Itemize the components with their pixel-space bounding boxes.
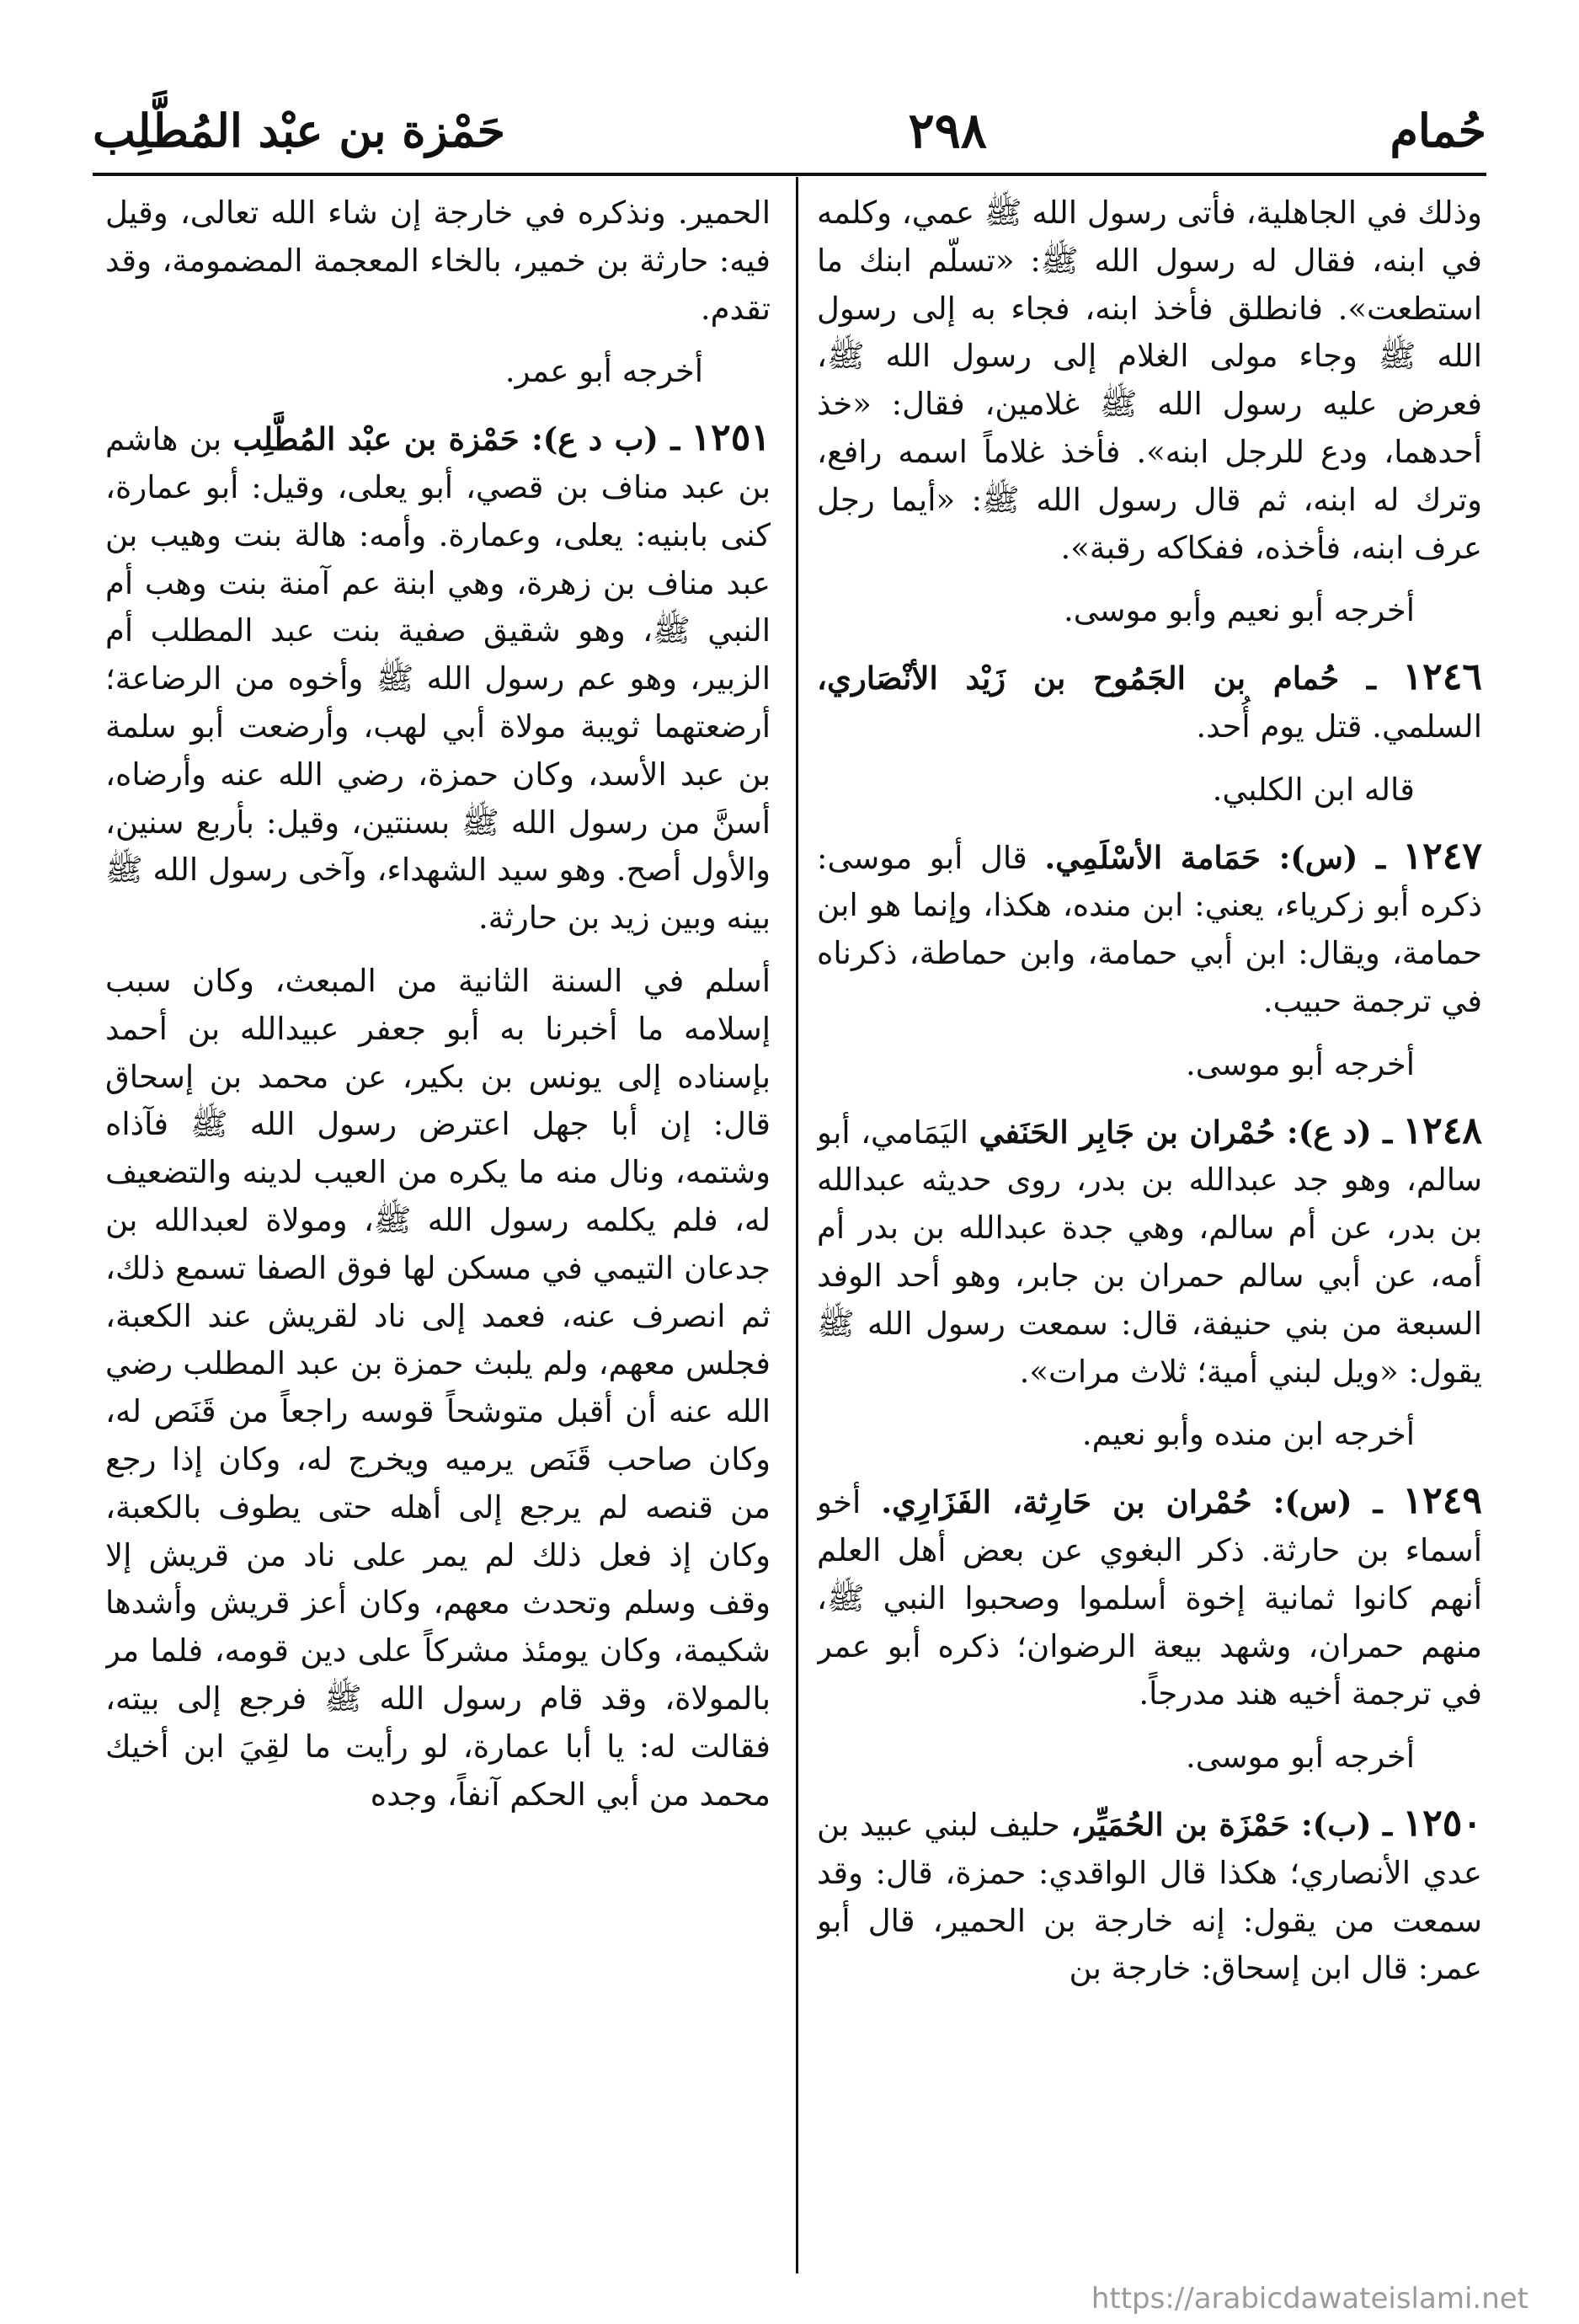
entry-number: ١٢٤٩ [1402, 1479, 1482, 1523]
entry-heading: ـ (ب): حَمْزَة بن الحُمَيِّر، [1070, 1805, 1392, 1843]
entry-text: قال أبو موسى: ذكره أبو زكرياء، يعني: ابن منده، هكذا، وإنما هو ابن حمامة، ويقال: ابن أبي حمامة، وابن حماطة، ذكرناه في ترجمة حبيب. [817, 839, 1482, 1019]
source-note: قاله ابن الكلبي. [1212, 771, 1415, 808]
entry-text: بن هاشم بن عبد مناف بن قصي، أبو يعلى، وقيل: أبو عمارة، كنى بابنيه: يعلى، وعمارة. وأمه: هالة بنت وهيب بن عبد مناف بن زهرة، وهي ابنة عم آمنة بنت وهب أم النبي ﷺ، وهو شقيق صفية بنت عبد المطلب أم الزبير، وهو عم رسول الله ﷺ وأخوه من الرضاعة؛ أرضعتهما ثويبة مولاة أبي لهب، وأرضعت أبو سلمة بن عبد الأسد، وكان حمزة، رضي الله عنه وأرضاه، أسنَّ من رسول الله ﷺ بسنتين، وقيل: بأربع سنين، والأول أصح. وهو سيد الشهداء، وآخى رسول الله ﷺ بينه وبين زيد بن حارثة. [105, 421, 771, 937]
source-note: أخرجه أبو نعيم وأبو موسى. [1063, 592, 1415, 629]
entry-number: ١٢٤٧ [1402, 834, 1482, 878]
text-paragraph: الحمير. ونذكره في خارجة إن شاء الله تعالى، وقيل فيه: حارثة بن خمير، بالخاء المعجمة المضمومة، وقد تقدم. [105, 195, 771, 327]
entry-text: أخو أسماء بن حارثة. ذكر البغوي عن بعض أهل العلم أنهم كانوا ثمانية إخوة أسلموا وصحبوا النبي ﷺ، منهم حمران، وشهد بيعة الرضوان؛ ذكره أبو عمر في ترجمة أخيه هند مدرجاً. [817, 1484, 1482, 1712]
right-column [817, 190, 1482, 2257]
biography-entry [817, 654, 1482, 751]
source-note: أخرجه أبو موسى. [1185, 1739, 1415, 1776]
header-entry-title: حُمام [1390, 104, 1486, 158]
page-number: ٢٩٨ [908, 102, 987, 159]
biography-entry [817, 833, 1482, 1026]
entry-heading: ـ (س): حَمَامة الأسْلَمِي. [1044, 838, 1385, 876]
biography-entry [817, 1477, 1482, 1718]
biography-entry [817, 1800, 1482, 1993]
source-note: أخرجه ابن منده وأبو نعيم. [1081, 1416, 1415, 1453]
watermark-url: https://arabicdawateislami.net [1091, 2282, 1528, 2316]
entry-heading: ـ (د ع): حُمْران بن جَابِر الحَنَفي [979, 1113, 1393, 1151]
biography-entry [105, 414, 771, 943]
header-section-title: حَمْزة بن عبْد المُطَّلِب [93, 104, 505, 158]
entry-text: اليَمَامي، أبو سالم، وهو جد عبدالله بن بدر، روى حديثه عبدالله بن بدر، عن أم سالم، وهي جدة عبدالله بن بدر أم أمه، عن أبي سالم حمران بن جابر، وهو أحد الوفد السبعة من بني حنيفة، قال: سمعت رسول الله ﷺ يقول: «ويل لبني أمية؛ ثلاث مرات». [817, 1114, 1482, 1390]
entry-text: حليف لبني عبيد بن عدي الأنصاري؛ هكذا قال الواقدي: حمزة، قال: وقد سمعت من يقول: إنه خارجة بن الحمير، قال أبو عمر: قال ابن إسحاق: خارجة بن [817, 1806, 1482, 1987]
entry-number: ١٢٤٨ [1402, 1109, 1482, 1152]
column-divider [796, 177, 798, 2273]
entry-number: ١٢٤٦ [1402, 655, 1482, 699]
page-header [93, 93, 1486, 168]
text-paragraph: وذلك في الجاهلية، فأتى رسول الله ﷺ عمي، وكلمه في ابنه، فقال له رسول الله ﷺ: «تسلّم ابنك ما استطعت». فانطلق فأخذ ابنه، فجاء به إلى رسول الله ﷺ وجاء مولى الغلام إلى رسول الله ﷺ، فعرض عليه رسول الله ﷺ غلامين، فقال: «خذ أحدهما، ودع للرجل ابنه». فأخذ غلاماً اسمه رافع، وترك له ابنه، ثم قال رسول الله ﷺ: «أيما رجل عرف ابنه، فأخذه، ففكاكه رقبة». [817, 195, 1482, 566]
entry-text: السلمي. قتل يوم أُحد. [1196, 708, 1482, 745]
text-paragraph: أسلم في السنة الثانية من المبعث، وكان سبب إسلامه ما أخبرنا به أبو جعفر عبيدالله بن أحمد بإسناده إلى يونس بن بكير، عن محمد بن إسحاق قال: إن أبا جهل اعترض رسول الله ﷺ فآذاه وشتمه، ونال منه ما يكره من العيب لدينه والتضعيف له، فلم يكلمه رسول الله ﷺ، ومولاة لعبدالله بن جدعان التيمي في مسكن لها فوق الصفا تسمع ذلك، ثم انصرف عنه، فعمد إلى ناد لقريش عند الكعبة، فجلس معهم، ولم يلبث حمزة بن عبد المطلب رضي الله عنه أن أقبل متوشحاً قوسه راجعاً من قَنَص له، وكان صاحب قَنَص يرميه ويخرج له، وكان إذا رجع من قنصه لم يرجع إلى أهله حتى يطوف بالكعبة، وكان إذ فعل ذلك لم يمر على ناد من قريش إلا وقف وسلم وتحدث معهم، وكان أعز قريش وأشدها شكيمة، وكان يومئذ مشركاً على دين قومه، فلما مر بالمولاة، وقد قام رسول الله ﷺ فرجع إلى بيته، فقالت له: يا أبا عمارة، لو رأيت ما لقِيَ ابن أخيك محمد من أبي الحكم آنفاً، وجده [105, 962, 771, 1813]
entry-heading: ـ حُمام بن الجَمُوح بن زَيْد الأنْصَاري، [817, 660, 1376, 697]
entry-number: ١٢٥٠ [1402, 1801, 1482, 1845]
source-note: أخرجه أبو عمر. [504, 353, 703, 390]
header-divider [93, 173, 1486, 176]
left-column [105, 190, 771, 2257]
entry-heading: ـ (ب د ع): حَمْزة بن عبْد المُطَّلِب [232, 420, 680, 458]
entry-number: ١٢٥١ [691, 416, 771, 460]
source-note: أخرجه أبو موسى. [1185, 1045, 1415, 1082]
biography-entry [817, 1108, 1482, 1397]
entry-heading: ـ (س): حُمْران بن حَارِثة، الفَزَارِي. [881, 1483, 1383, 1521]
